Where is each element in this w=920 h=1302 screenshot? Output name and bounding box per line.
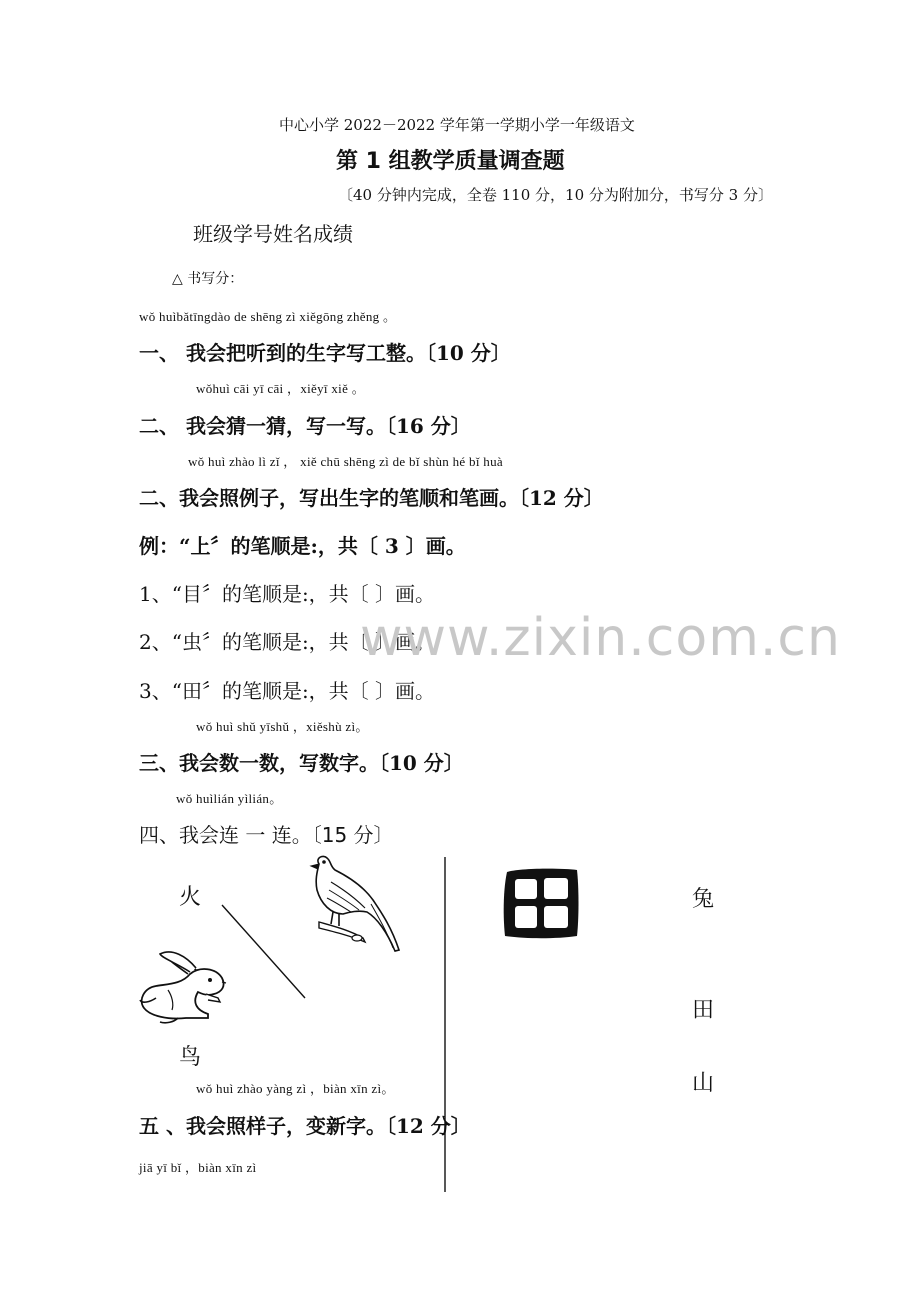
section-4-heading: 三、我会数一数，写数字。〔10 分〕 [139,751,464,775]
bird-icon [305,852,405,956]
connect-line [222,905,305,998]
section-2-heading: 二、 我会猜一猜，写一写。〔16 分〕 [139,414,471,438]
exam-note: 〔40 分钟内完成，全卷 110 分，10 分为附加分，书写分 3 分〕 [338,186,773,204]
pinyin-line-1: wǒ huìbǎtīngdào de shēng zì xiěgōng zhěng 。 [139,309,397,324]
student-info-line: 班级学号姓名成绩 [193,222,353,246]
stroke-item-2: 2、“虫〞的笔顺是:，共〔 〕画。 [139,630,436,654]
pinyin-line-3: wǒ huì zhào lì zǐ ， xiě chū shēng zì de bǐ shùn hé bǐ huà [188,454,503,469]
section-5-heading: 四、我会连 一 连。〔15 分〕 [139,823,394,847]
section-1-heading: 一、 我会把听到的生字写工整。〔10 分〕 [139,341,511,365]
pinyin-line-4: wǒ huì shǔ yīshǔ ，xiěshù zì。 [196,719,369,734]
match-char-bird: 鸟 [179,1045,202,1070]
watermark: www.zixin.com.cn [360,608,841,668]
section-6-heading: 五 、我会照样子，变新字。〔12 分〕 [139,1114,471,1138]
page-title: 第 1 组教学质量调查题 [336,149,565,174]
section-3-heading: 二、我会照例子，写出生字的笔顺和笔画。〔12 分〕 [139,486,604,510]
match-char-fire: 火 [179,885,202,910]
example-line: 例：“上〞的笔顺是:，共〔 3 〕画。 [139,534,466,558]
match-char-rabbit: 兔 [692,887,715,912]
pinyin-line-6: wǒ huì zhào yàng zì ，biàn xīn zì。 [196,1081,395,1096]
match-char-field: 田 [692,998,715,1023]
pinyin-line-5: wǒ huìlián yìlián。 [176,791,283,806]
rabbit-icon [138,950,234,1026]
stroke-item-1: 1、“目〞的笔顺是:，共〔 〕画。 [139,582,436,606]
stroke-item-3: 3、“田〞的笔顺是:，共〔 〕画。 [139,679,436,703]
field-seal-icon [501,866,581,940]
writing-score: △ 书写分： [172,271,244,287]
pinyin-line-7: jiā yī bǐ ，biàn xīn zì [139,1160,257,1175]
school-line: 中心小学 2022－2022 学年第一学期小学一年级语文 [279,116,635,134]
pinyin-line-2: wǒhuì cāi yī cāi ，xiěyī xiě 。 [196,381,365,396]
match-char-mountain: 山 [692,1071,715,1096]
